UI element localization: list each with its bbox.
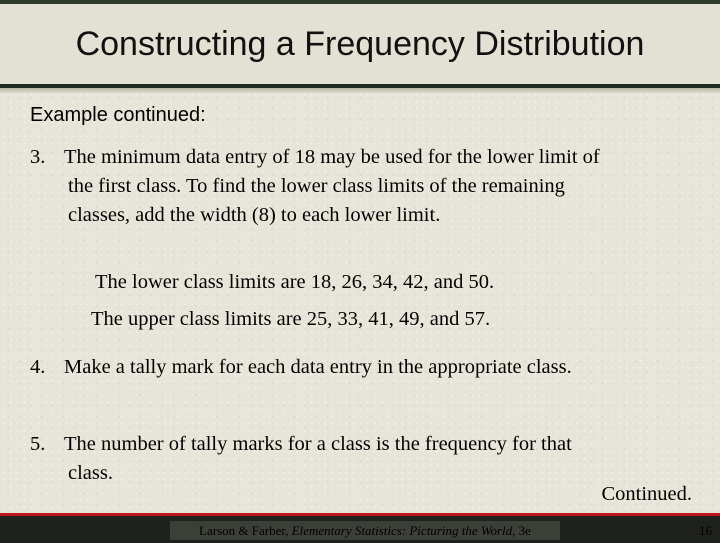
step-5-line-1: The number of tally marks for a class is the frequency for that	[64, 433, 572, 455]
footer-citation	[170, 521, 560, 540]
step-3-line-2: the first class. To find the lower class limits of the remaining	[68, 175, 565, 197]
title-bar	[0, 0, 720, 88]
page-number: 16	[699, 523, 712, 538]
step-3-number: 3.	[30, 146, 46, 168]
continued-label: Continued.	[601, 483, 692, 505]
step-5-line-2: class.	[68, 462, 113, 484]
step-3-line-1: The minimum data entry of 18 may be used for the lower limit of	[64, 146, 600, 168]
footer-edition: , 3e	[512, 523, 531, 538]
step-4-line-1: Make a tally mark for each data entry in the appropriate class.	[64, 356, 572, 378]
footer-authors: Larson & Farber,	[199, 523, 292, 538]
lower-class-limits: The lower class limits are 18, 26, 34, 42, and 50.	[95, 271, 495, 293]
slide-title: Constructing a Frequency Distribution	[75, 25, 645, 63]
step-4-number: 4.	[30, 356, 46, 378]
step-4	[30, 353, 572, 382]
step-3	[30, 143, 600, 230]
step-5	[30, 430, 572, 488]
step-3-line-3: classes, add the width (8) to each lower limit.	[68, 204, 441, 226]
footer-book-title: Elementary Statistics: Picturing the World	[291, 523, 513, 538]
upper-class-limits: The upper class limits are 25, 33, 41, 49, and 57.	[91, 308, 491, 330]
step-5-number: 5.	[30, 433, 46, 455]
subheading: Example continued:	[30, 104, 206, 126]
